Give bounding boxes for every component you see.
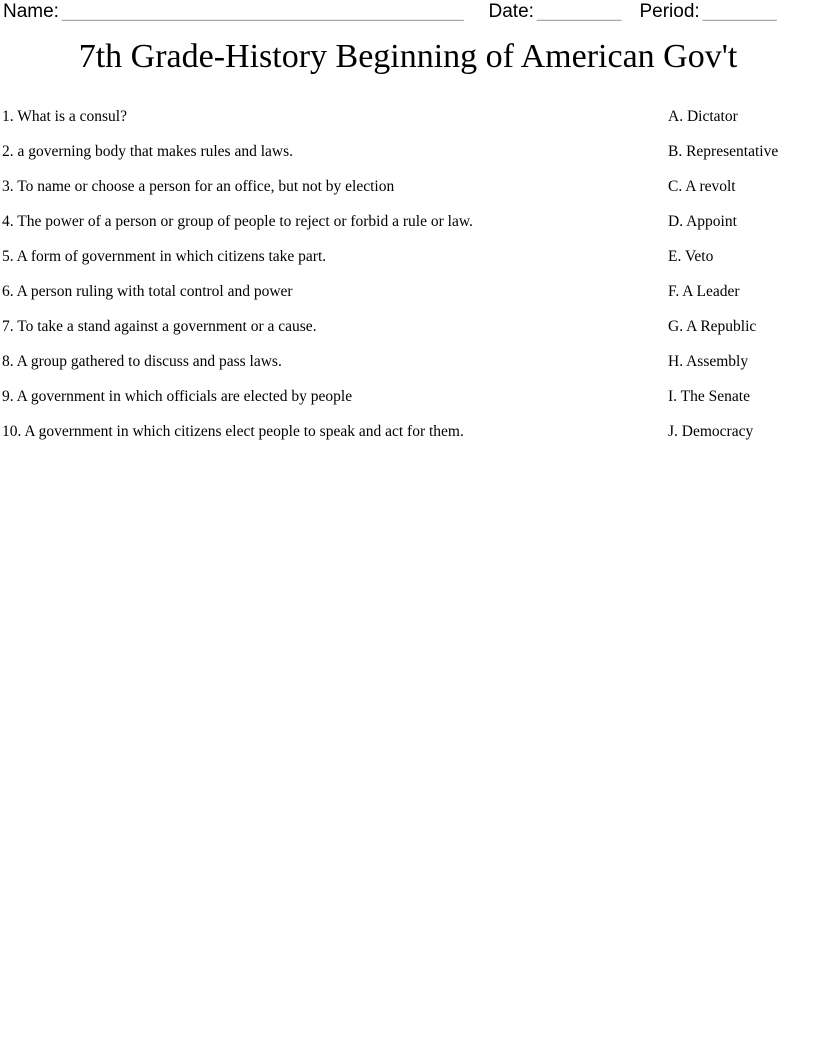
period-field-group: [639, 1, 776, 23]
answer-text: A Republic: [686, 318, 757, 335]
answer-item: [668, 274, 816, 309]
question-item: [0, 344, 668, 379]
question-item: [0, 134, 668, 169]
answer-letter: F.: [668, 283, 680, 300]
answer-item: [668, 379, 816, 414]
date-field-group: [489, 1, 622, 23]
answer-letter: A.: [668, 108, 684, 125]
answer-text: Dictator: [686, 108, 738, 125]
matching-row: [0, 274, 816, 309]
question-text: What is a consul?: [17, 108, 127, 125]
question-item: [0, 274, 668, 309]
date-blank-line: ________: [536, 1, 622, 22]
question-text: To take a stand against a government or a cause.: [17, 318, 317, 335]
matching-row: [0, 344, 816, 379]
answer-item: [668, 99, 816, 134]
answer-letter: E.: [668, 248, 682, 265]
question-item: [0, 169, 668, 204]
period-blank-line: _______: [702, 1, 777, 22]
date-label: Date:: [488, 1, 534, 22]
question-text: To name or choose a person for an office, but not by election: [17, 178, 395, 195]
question-text: A person ruling with total control and power: [16, 283, 293, 300]
question-text: The power of a person or group of people to reject or forbid a rule or law.: [17, 213, 473, 230]
question-number: 8.: [2, 353, 14, 370]
question-text: A form of government in which citizens take part.: [16, 248, 327, 265]
answer-item: [668, 414, 816, 449]
question-item: [0, 204, 668, 239]
question-number: 4.: [2, 213, 14, 230]
matching-row: [0, 239, 816, 274]
question-item: [0, 414, 668, 449]
question-number: 9.: [2, 388, 14, 405]
question-item: [0, 239, 668, 274]
answer-letter: D.: [668, 213, 684, 230]
period-label: Period:: [639, 1, 700, 22]
answer-item: [668, 169, 816, 204]
question-text: a governing body that makes rules and laws.: [17, 143, 293, 160]
answer-letter: I.: [668, 388, 678, 405]
matching-row: [0, 134, 816, 169]
question-number: 7.: [2, 318, 14, 335]
question-number: 3.: [2, 178, 14, 195]
matching-row: [0, 169, 816, 204]
name-blank-line: ______________________________________: [61, 1, 464, 22]
answer-text: Assembly: [686, 353, 749, 370]
question-text: A group gathered to discuss and pass laws.: [16, 353, 282, 370]
question-number: 6.: [2, 283, 14, 300]
question-text: A government in which citizens elect people to speak and act for them.: [24, 423, 464, 440]
matching-row: [0, 379, 816, 414]
answer-item: [668, 239, 816, 274]
question-number: 5.: [2, 248, 14, 265]
question-number: 1.: [2, 108, 14, 125]
answer-text: Democracy: [681, 423, 754, 440]
question-item: [0, 379, 668, 414]
answer-text: Representative: [686, 143, 779, 160]
answer-letter: J.: [668, 423, 678, 440]
matching-row: [0, 99, 816, 134]
worksheet-header: [0, 0, 816, 23]
answer-item: [668, 204, 816, 239]
question-text: A government in which officials are elected by people: [16, 388, 353, 405]
question-item: [0, 309, 668, 344]
question-item: [0, 99, 668, 134]
answer-text: The Senate: [680, 388, 750, 405]
name-field-group: [3, 1, 464, 23]
matching-row: [0, 204, 816, 239]
answer-text: A Leader: [682, 283, 740, 300]
answer-letter: H.: [668, 353, 684, 370]
matching-row: [0, 414, 816, 449]
answer-text: A revolt: [685, 178, 736, 195]
answer-text: Veto: [684, 248, 714, 265]
answer-text: Appoint: [686, 213, 737, 230]
answer-item: [668, 344, 816, 379]
answer-item: [668, 134, 816, 169]
matching-row: [0, 309, 816, 344]
question-number: 10.: [2, 423, 22, 440]
name-label: Name:: [3, 1, 59, 22]
answer-letter: G.: [668, 318, 684, 335]
answer-letter: C.: [668, 178, 683, 195]
question-number: 2.: [2, 143, 14, 160]
answer-item: [668, 309, 816, 344]
matching-list: [0, 99, 816, 449]
worksheet-title: 7th Grade-History Beginning of American Gov't: [78, 38, 738, 75]
answer-letter: B.: [668, 143, 683, 160]
